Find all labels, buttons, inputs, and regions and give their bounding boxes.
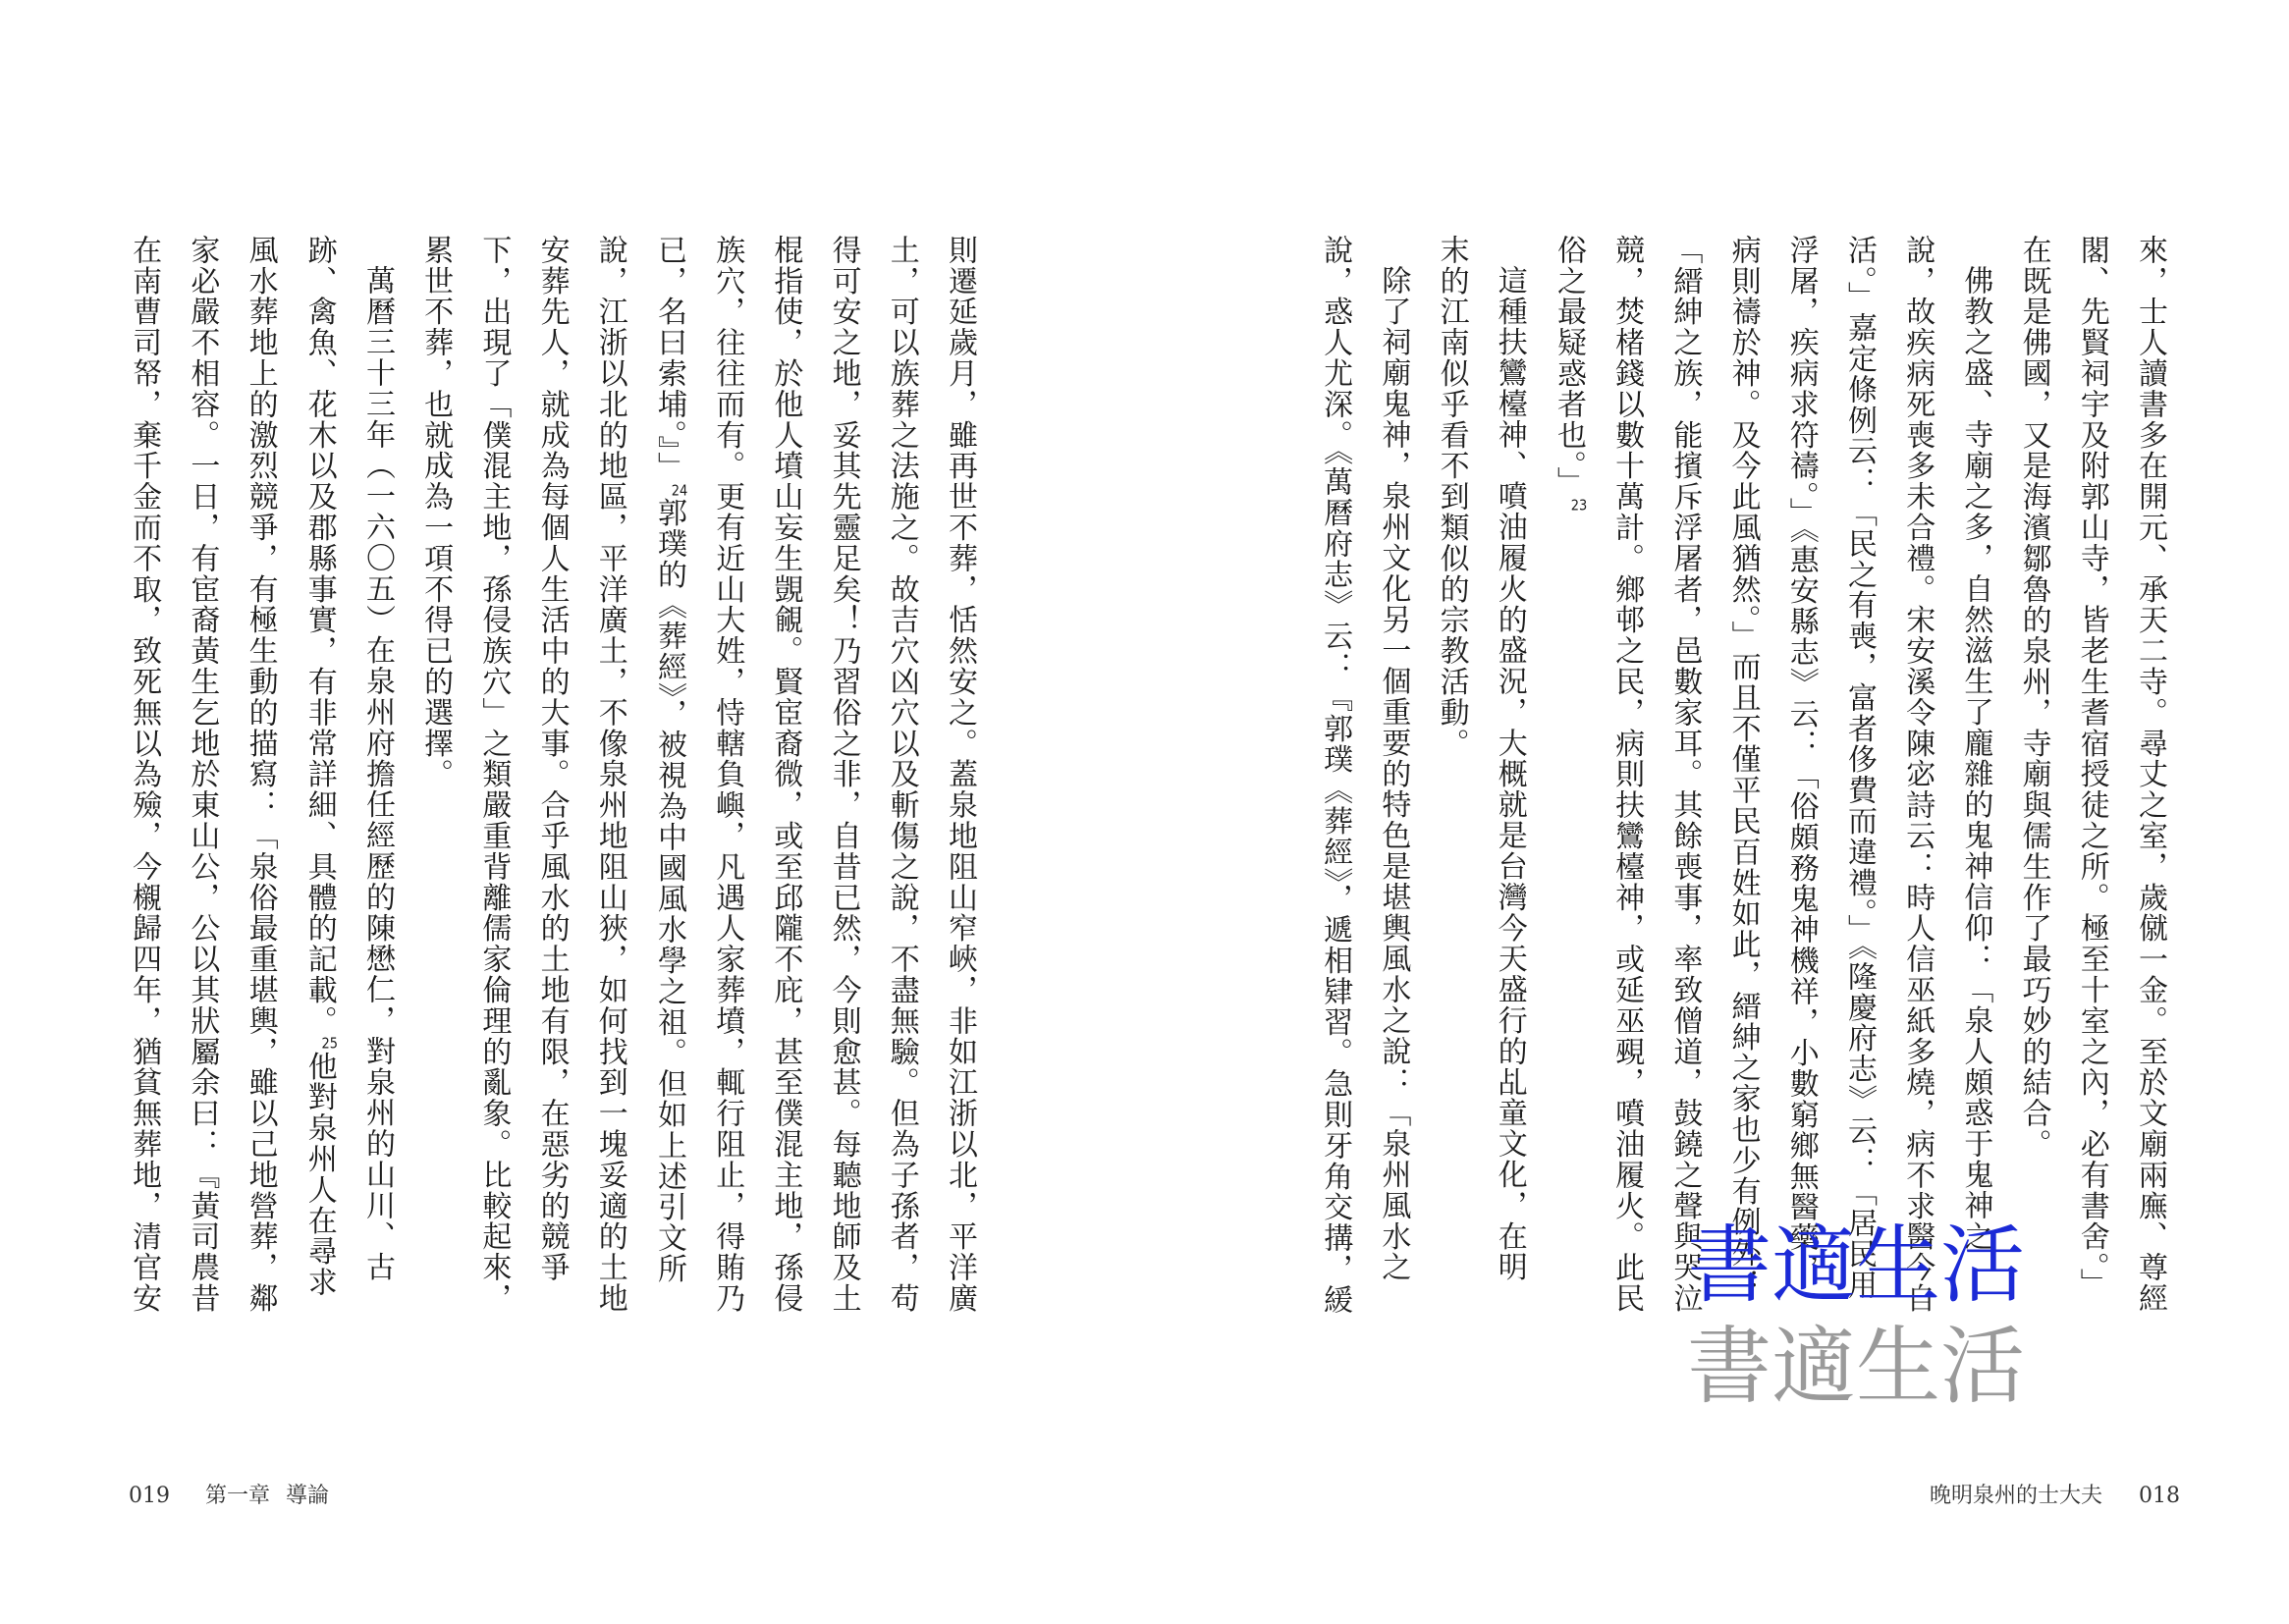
text-column: 來，士人讀書多在開元、承天二寺。尋丈之室，歲僦一金。至於文廟兩廡、尊經 — [2133, 235, 2167, 1314]
text-column: 棍指使，於他人墳山妄生覬覦。賢宦裔微，或至邱隴不庇，甚至僕混主地，孫侵 — [768, 235, 803, 1314]
text-column: 安葬先人，就成為每個人生活中的大事。合乎風水的土地有限，在惡劣的競爭 — [534, 235, 570, 1283]
column-text: 俗之最疑惑者也。」 — [1551, 235, 1586, 498]
text-column: 說，惑人尤深。《萬曆府志》云：『郭璞《葬經》，遞相肄習。急則牙角交搆，緩 — [1318, 235, 1353, 1316]
text-column: 則遷延歲月，雖再世不葬，恬然安之。蓋泉地阻山窄峽，非如江浙以北，平洋廣 — [943, 235, 977, 1314]
right-page-number: 018 — [2139, 1484, 2180, 1508]
footnote-marker: 25 — [321, 1036, 339, 1052]
column-text: 郭璞的《葬經》，被視為中國風水學之祖。但如上述引文所 — [651, 497, 686, 1285]
text-column: 土，可以族葬之法施之。故吉穴凶穴以及斬傷之說，不盡無驗。但為子孫者，苟 — [884, 235, 919, 1314]
text-column: 除了祠廟鬼神，泉州文化另一個重要的特色是堪輿風水之說：「泉州風水之 — [1376, 265, 1411, 1283]
running-head: 晚明泉州的士大夫 — [1930, 1484, 2103, 1508]
text-column: 浮屠，疾病求符禱。」《惠安縣志》云：「俗頗務鬼神機祥，小數窮鄉無醫藥， — [1783, 235, 1819, 1284]
footnote-marker: 23 — [1570, 497, 1588, 513]
column-text: 他對泉州人在尋求 — [301, 1051, 337, 1298]
text-column: 這種扶鸞檯神、噴油履火的盛況，大概就是台灣今天盛行的乩童文化，在明 — [1492, 265, 1527, 1283]
text-column: 佛教之盛、寺廟之多，自然滋生了龐雜的鬼神信仰：「泉人頗惑于鬼神之 — [1958, 265, 1993, 1253]
chapter-title: 導論 — [286, 1484, 330, 1508]
column-text: 跡、禽魚、花木以及郡縣事實，有非常詳細、具體的記載。 — [301, 235, 337, 1037]
text-column: 得可安之地，妥其先靈足矣！乃習俗之非，自昔已然，今則愈甚。每聽地師及土 — [826, 235, 861, 1314]
text-column: 下，出現了「僕混主地，孫侵族穴」之類嚴重背離儒家倫理的亂象。比較起來， — [476, 235, 512, 1314]
text-column: 家必嚴不相容。一日，有宦裔黃生乞地於東山公，公以其狀屬余曰：『黃司農昔 — [185, 235, 220, 1314]
left-page-number: 019 — [129, 1484, 170, 1508]
left-page-body — [117, 235, 989, 1334]
text-column: 競，焚楮錢以數十萬計。鄉邨之民，病則扶鸞檯神，或延巫覡，噴油履火。此民 — [1609, 235, 1645, 1314]
chapter-label: 第一章 — [205, 1484, 271, 1508]
text-column: 在南曹司帑，棄千金而不取，致死無以為殮，今櫬歸四年，猶貧無葬地，清官安 — [127, 235, 162, 1314]
text-column: 說，故疾病死喪多未合禮。宋安溪令陳宓詩云：時人信巫紙多燒，病不求醫今自 — [1900, 235, 1935, 1314]
footnote-marker: 24 — [671, 482, 688, 498]
column-text: 已，名曰索埔。』」 — [651, 235, 686, 483]
text-column: 病則禱於神。及今此風猶然。」而且不僅平民百姓如此，縉紳之家也少有例外： — [1725, 235, 1761, 1299]
right-page-body — [1307, 235, 2179, 1334]
text-column: 末的江南似乎看不到類似的宗教活動。 — [1434, 235, 1469, 759]
text-column: 累世不葬，也就成為一項不得已的選擇。 — [418, 235, 454, 790]
text-column — [639, 235, 698, 1334]
text-column: 族穴，往往而有。更有近山大姓，恃轄負嶼，凡遇人家葬墳，輒行阻止，得賄乃 — [710, 235, 745, 1314]
text-column: 說，江浙以北的地區，平洋廣土，不像泉州地阻山狹，如何找到一塊妥適的土地 — [592, 235, 627, 1314]
text-column: 在既是佛國，又是海濱鄒魯的泉州，寺廟與儒生作了最巧妙的結合。 — [2016, 235, 2051, 1160]
text-column — [290, 235, 349, 1334]
text-column: 風水葬地上的激烈競爭，有極生動的描寫：「泉俗最重堪輿，雖以己地營葬，鄰 — [243, 235, 278, 1314]
text-column: 「縉紳之族，能擯斥浮屠者，邑數家耳。其餘喪事，率致僧道，鼓鐃之聲與哭泣 — [1667, 235, 1703, 1314]
text-column — [1539, 235, 1598, 1334]
text-column: 閣、先賢祠宇及附郭山寺，皆老生耆宿授徒之所。極至十室之內，必有書舍。」 — [2074, 235, 2109, 1299]
text-column: 活。」嘉定條例云：「民之有喪，富者侈費而違禮。」《隆慶府志》云：「居民用 — [1841, 235, 1877, 1301]
text-column: 萬曆三十三年（一六〇五）在泉州府擔任經歷的陳懋仁，對泉州的山川、古 — [359, 265, 395, 1283]
watermark-gray: 書適生活 — [1687, 1318, 2025, 1416]
watermark-blue: 書適生活 — [1687, 1217, 2025, 1315]
